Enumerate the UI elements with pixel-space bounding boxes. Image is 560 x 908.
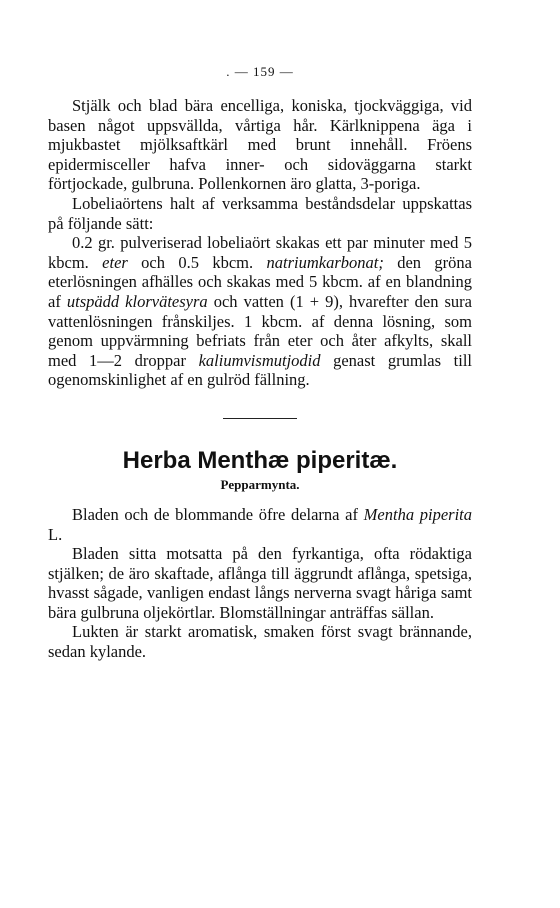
reagent-klorvatesyra: utspädd klorvätesyra: [66, 291, 208, 311]
paragraph-definition: [48, 505, 472, 544]
text-run: genast grumlas till ogenomskinlighet af en gulröd fällning.: [48, 350, 472, 390]
paragraph-anatomy: Stjälk och blad bära encelliga, koniska, tjockväggiga, vid basen något uppsvällda, vårtiga hår. Kärlknippena äga i mjukbastet mjölksaftkärl med brunt innehåll. Fröens epidermisceller hafva inner- och sidoväggarna starkt förtjockade, gulbruna. Pollenkornen äro glatta, 3-poriga.: [48, 96, 472, 194]
reagent-natriumkarbonat: natriumkarbonat;: [266, 252, 384, 272]
text-run: Bladen och de blommande öfre delarna af: [72, 504, 364, 524]
page-number: . — 159 —: [226, 64, 294, 79]
reagent-eter: eter: [102, 252, 128, 272]
paragraph-smell-taste: Lukten är starkt aromatisk, smaken först svagt brännande, sedan kylande.: [48, 622, 472, 662]
reagent-kaliumvismutjodid: kaliumvismutjodid: [198, 350, 321, 370]
paragraph-description: Bladen sitta motsatta på den fyrkantiga, ofta rödaktiga stjälken; de äro skaftade, aflånga till äggrundt aflånga, spetsiga, hvasst sågade, vanligen endast långs nerverna svagt håriga samt bära gulbruna oljekörtlar. Blomställningar anträffas sällan.: [48, 544, 472, 622]
text-run: och 0.5 kbcm.: [127, 252, 267, 272]
text-run: L.: [48, 524, 63, 544]
section-divider: [223, 418, 297, 419]
paragraph-assay-procedure: [48, 233, 472, 390]
text-run: 0.2 gr. pulveriserad lobeliaört skakas ett par minuter med 5 kbcm.: [48, 233, 472, 272]
text-run: den gröna eterlösningen afhälles och skakas med 5 kbcm. af en blandning af: [48, 252, 472, 311]
paragraph-assay-intro: Lobeliaörtens halt af verksamma beståndsdelar uppskattas på följande sätt:: [48, 193, 472, 233]
section-subheading: Pepparmynta.: [220, 476, 300, 492]
book-page: [48, 64, 472, 662]
section-heading: Herba Menthæ piperitæ.: [122, 446, 398, 474]
text-run: och vatten (1 + 9), hvarefter den sura vattenlösningen frånskiljes. 1 kbcm. af denna lösning, som genom uppvärmning befriats från eter och åter afkylts, skall med 1—2 droppar: [48, 291, 472, 370]
species-name: Mentha piperita: [363, 504, 472, 524]
